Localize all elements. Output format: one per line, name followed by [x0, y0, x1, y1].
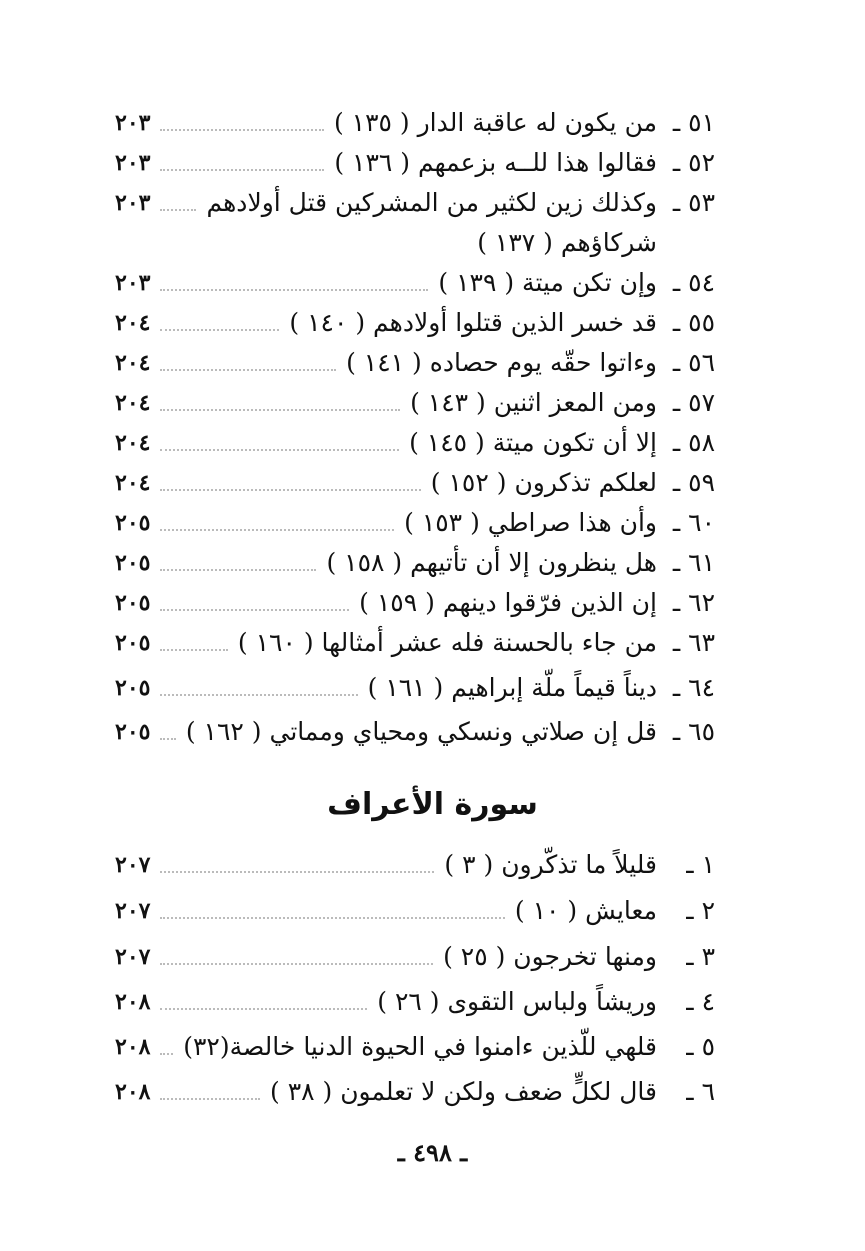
- entry-page: ٢٠٣: [115, 110, 151, 136]
- entry-number: ٦٢ ـ: [672, 588, 715, 617]
- entry-page: ٢٠٧: [115, 944, 151, 970]
- leader-dots: [160, 329, 279, 331]
- entry-number: ٦٠ ـ: [672, 508, 715, 537]
- index-entry: [115, 303, 715, 343]
- entry-page: ٢٠٨: [115, 1034, 151, 1060]
- index-entry: [115, 937, 715, 977]
- entry-text: شركاؤهم ( ١٣٧ ): [477, 228, 657, 257]
- entry-text: وءاتوا حقّه يوم حصاده ( ١٤١ ): [346, 348, 657, 377]
- leader-dots: [160, 1008, 367, 1010]
- entry-number: ٥ ـ: [686, 1032, 715, 1061]
- entry-number: ٦٣ ـ: [672, 628, 715, 657]
- entry-number: ٦٥ ـ: [672, 717, 715, 746]
- entry-text: قد خسر الذين قتلوا أولادهم ( ١٤٠ ): [289, 308, 657, 337]
- leader-dots: [160, 963, 433, 965]
- index-entry-continuation: [115, 223, 715, 263]
- entry-page: ٢٠٥: [115, 590, 151, 616]
- index-entry: [115, 503, 715, 543]
- entry-text: وإن تكن ميتة ( ١٣٩ ): [438, 268, 657, 297]
- entry-page: ٢٠٥: [115, 550, 151, 576]
- entry-number: ٥٢ ـ: [672, 148, 715, 177]
- entry-text: إلا أن تكون ميتة ( ١٤٥ ): [409, 428, 657, 457]
- index-entry: [115, 891, 715, 931]
- entry-number: ٦٤ ـ: [672, 673, 715, 702]
- entry-page: ٢٠٨: [115, 989, 151, 1015]
- index-entry: [115, 183, 715, 223]
- index-entry: [115, 1072, 715, 1112]
- entry-text: ديناً قيماً ملّة إبراهيم ( ١٦١ ): [367, 673, 657, 702]
- index-entry: [115, 383, 715, 423]
- index-entry: [115, 263, 715, 303]
- entry-number: ٥٧ ـ: [672, 388, 715, 417]
- entry-page: ٢٠٤: [115, 470, 151, 496]
- entry-text: وكذلك زين لكثير من المشركين قتل أولادهم: [206, 188, 657, 217]
- index-entry: [115, 845, 715, 885]
- entry-number: ٦ ـ: [686, 1077, 715, 1106]
- entry-number: ٥٤ ـ: [672, 268, 715, 297]
- entry-page: ٢٠٨: [115, 1079, 151, 1105]
- leader-dots: [160, 694, 357, 696]
- entry-text: وريشاً ولباس التقوى ( ٢٦ ): [377, 987, 657, 1016]
- leader-dots: [160, 609, 349, 611]
- entry-page: ٢٠٤: [115, 350, 151, 376]
- entry-text: قليلاً ما تذكّرون ( ٣ ): [444, 850, 657, 879]
- entry-page: ٢٠٣: [115, 190, 151, 216]
- entry-page: ٢٠٣: [115, 150, 151, 176]
- entry-text: لعلكم تذكرون ( ١٥٢ ): [430, 468, 657, 497]
- leader-dots: [160, 169, 324, 171]
- entry-number: ٥٦ ـ: [672, 348, 715, 377]
- leader-dots: [160, 569, 316, 571]
- page-number: ـ ٤٩٨ ـ: [397, 1138, 468, 1167]
- leader-dots: [160, 917, 504, 919]
- leader-dots: [160, 489, 420, 491]
- leader-dots: [160, 871, 434, 873]
- index-entry: [115, 423, 715, 463]
- entry-number: ٥٣ ـ: [672, 188, 715, 217]
- index-entry: [115, 463, 715, 503]
- entry-page: ٢٠٥: [115, 675, 151, 701]
- entry-text: فقالوا هذا للــه بزعمهم ( ١٣٦ ): [334, 148, 657, 177]
- entry-text: قال لكلٍّ ضعف ولكن لا تعلمون ( ٣٨ ): [269, 1077, 657, 1106]
- entry-number: ٥٨ ـ: [672, 428, 715, 457]
- leader-dots: [160, 649, 227, 651]
- entry-text: معايش ( ١٠ ): [514, 896, 657, 925]
- entry-number: ٥٩ ـ: [672, 468, 715, 497]
- entry-text: ومنها تخرجون ( ٢٥ ): [443, 942, 657, 971]
- leader-dots: [160, 1053, 173, 1055]
- entry-number: ٣ ـ: [686, 942, 715, 971]
- index-entry: [115, 143, 715, 183]
- entry-text: ومن المعز اثنين ( ١٤٣ ): [410, 388, 657, 417]
- leader-dots: [160, 289, 428, 291]
- index-entry: [115, 668, 715, 708]
- entry-number: ٦١ ـ: [672, 548, 715, 577]
- entry-text: قلهي للّذين ءامنوا في الحيوة الدنيا خالصة(٣٢): [183, 1032, 657, 1061]
- index-entry: [115, 103, 715, 143]
- index-entry: [115, 1027, 715, 1067]
- entry-page: ٢٠٤: [115, 430, 151, 456]
- entry-text: من يكون له عاقبة الدار ( ١٣٥ ): [333, 108, 657, 137]
- entry-text: هل ينظرون إلا أن تأتيهم ( ١٥٨ ): [326, 548, 657, 577]
- leader-dots: [160, 529, 394, 531]
- entry-page: ٢٠٤: [115, 310, 151, 336]
- index-entry: [115, 543, 715, 583]
- entry-page: ٢٠٣: [115, 270, 151, 296]
- entry-number: ٤ ـ: [686, 987, 715, 1016]
- entry-page: ٢٠٥: [115, 719, 151, 745]
- entry-text: من جاء بالحسنة فله عشر أمثالها ( ١٦٠ ): [237, 628, 657, 657]
- index-entry: [115, 982, 715, 1022]
- entry-text: وأن هذا صراطي ( ١٥٣ ): [404, 508, 657, 537]
- entry-page: ٢٠٥: [115, 630, 151, 656]
- section-title: سورة الأعراف: [327, 787, 538, 822]
- entry-number: ٥١ ـ: [672, 108, 715, 137]
- leader-dots: [160, 738, 175, 740]
- leader-dots: [160, 409, 400, 411]
- entry-number: ١ ـ: [686, 850, 715, 879]
- index-entry: [115, 712, 715, 752]
- index-entry: [115, 623, 715, 663]
- leader-dots: [160, 209, 196, 211]
- entry-page: ٢٠٥: [115, 510, 151, 536]
- leader-dots: [160, 1098, 260, 1100]
- entry-page: ٢٠٤: [115, 390, 151, 416]
- entry-number: ٥٥ ـ: [672, 308, 715, 337]
- leader-dots: [160, 369, 336, 371]
- entry-text: إن الذين فرّقوا دينهم ( ١٥٩ ): [359, 588, 657, 617]
- index-entry: [115, 583, 715, 623]
- entry-page: ٢٠٧: [115, 898, 151, 924]
- entry-page: ٢٠٧: [115, 852, 151, 878]
- index-entry: [115, 343, 715, 383]
- leader-dots: [160, 129, 323, 131]
- entry-text: قل إن صلاتي ونسكي ومحياي ومماتي ( ١٦٢ ): [185, 717, 657, 746]
- entry-number: ٢ ـ: [686, 896, 715, 925]
- leader-dots: [160, 449, 399, 451]
